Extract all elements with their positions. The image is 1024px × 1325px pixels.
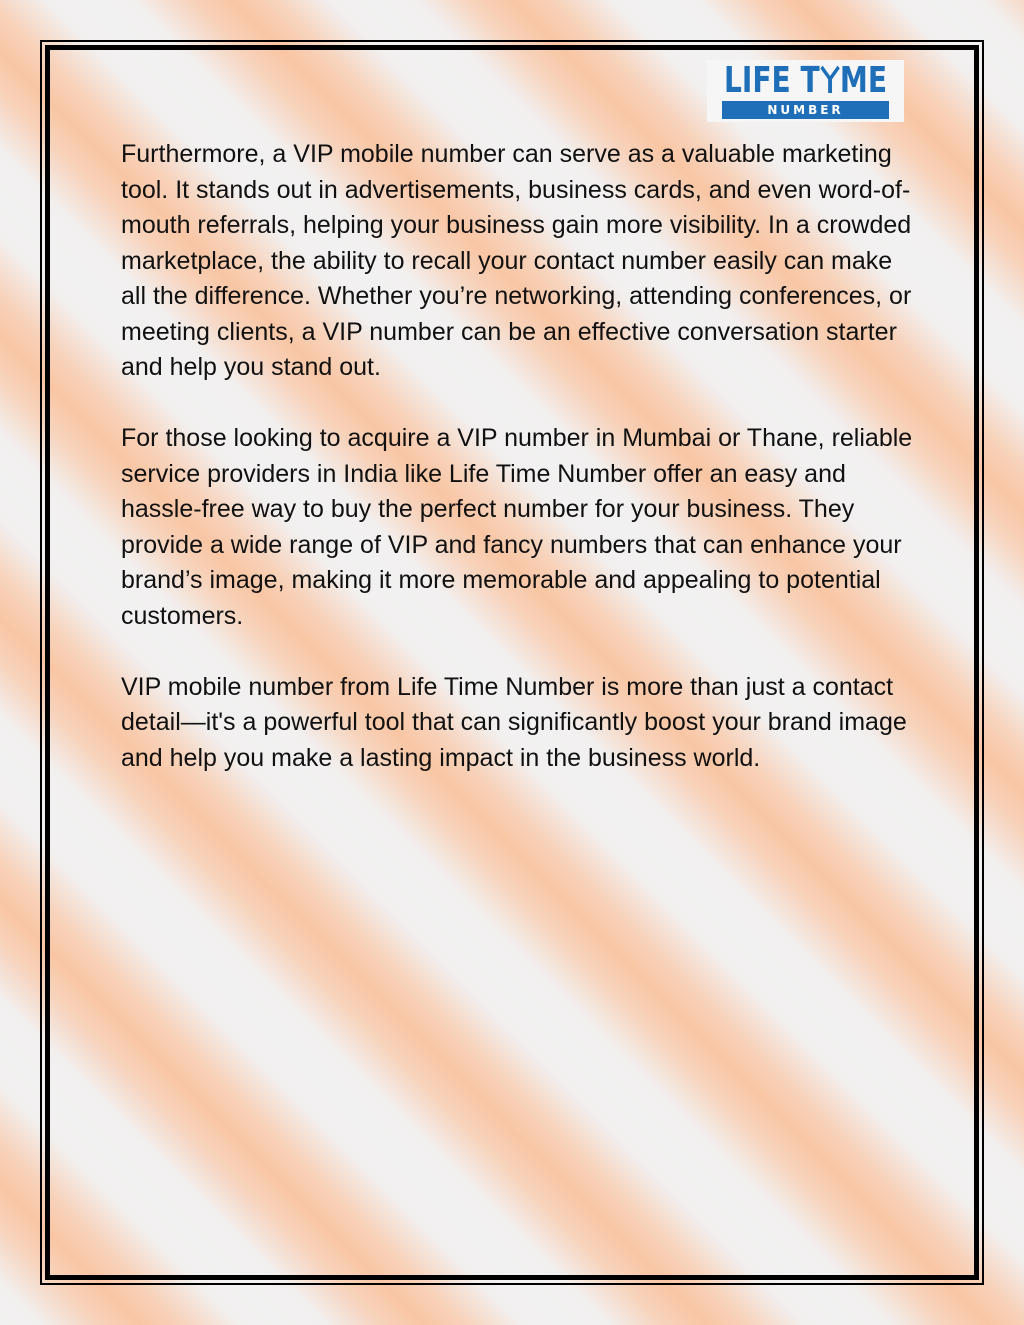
paragraph-conclusion: VIP mobile number from Life Time Number is more than just a contact detail—it's a powerful tool that can significantly boost your brand image and help you make a lasting impact in the business world. <box>121 672 907 772</box>
document-body <box>121 137 921 812</box>
paragraph-marketing-tool: Furthermore, a VIP mobile number can serve as a valuable marketing tool. It stands out in advertisements, business cards, and even word-of-mouth referrals, helping your business gain more visibility. In a crowded marketplace, the ability to recall your contact number easily can make all the difference. Whether you’re networking, attending conferences, or meeting clients, a VIP number can be an effective conversation starter and help you stand out. <box>121 140 912 381</box>
logo-subtitle: NUMBER <box>767 103 844 117</box>
logo-name-part2: ME <box>839 60 888 101</box>
logo-subtitle-bar <box>722 101 889 119</box>
logo-name-part1: LIFE T <box>723 60 820 101</box>
logo-wordmark <box>707 60 904 102</box>
logo-y-mark-icon <box>820 64 840 94</box>
life-time-number-logo <box>707 60 904 122</box>
paragraph-acquire-number: For those looking to acquire a VIP number in Mumbai or Thane, reliable service providers in India like Life Time Number offer an easy and hassle-free way to buy the perfect number for your business. They provide a wide range of VIP and fancy numbers that can enhance your brand’s image, making it more memorable and appealing to potential customers. <box>121 424 913 630</box>
